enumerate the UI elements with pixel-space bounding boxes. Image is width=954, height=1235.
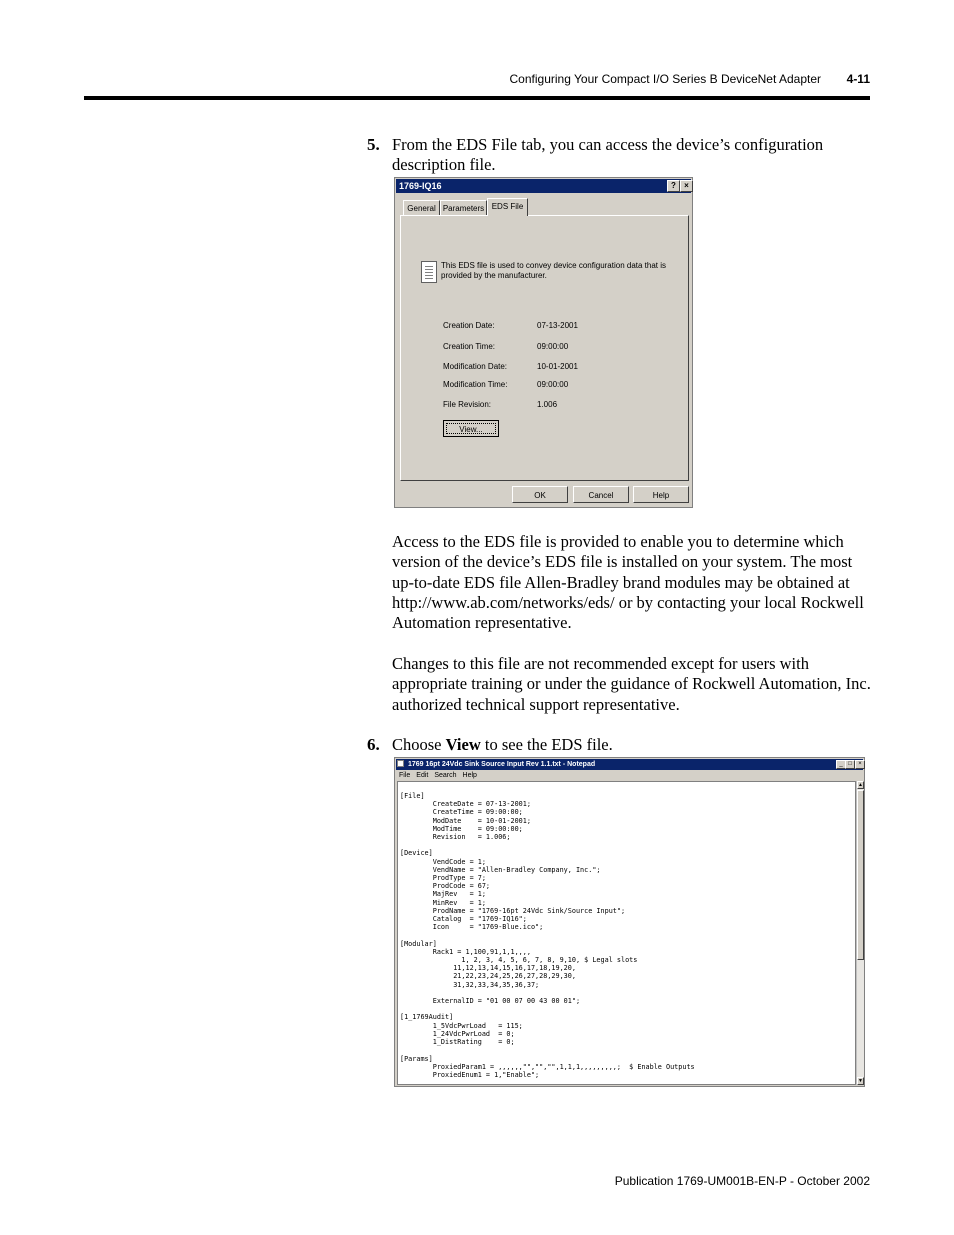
notepad-icon bbox=[397, 760, 404, 767]
cancel-button[interactable]: Cancel bbox=[573, 486, 629, 503]
scroll-up-icon[interactable]: ▲ bbox=[858, 782, 863, 788]
step-6-number: 6. bbox=[367, 735, 380, 754]
menu-help[interactable]: Help bbox=[462, 772, 477, 779]
page-number: 4-11 bbox=[846, 72, 870, 86]
creation-date-value: 07-13-2001 bbox=[537, 321, 578, 330]
help-title-button[interactable]: ? bbox=[667, 180, 680, 192]
notepad-window bbox=[394, 757, 865, 1087]
menu-search[interactable]: Search bbox=[434, 772, 457, 779]
minimize-icon[interactable]: _ bbox=[836, 760, 846, 769]
step-6-text bbox=[392, 735, 872, 755]
dialog-title: 1769-IQ16 bbox=[399, 181, 442, 191]
view-command: View bbox=[445, 735, 481, 754]
help-button[interactable]: Help bbox=[633, 486, 689, 503]
tab-parameters[interactable]: Parameters bbox=[440, 200, 487, 215]
step-6-prefix: Choose bbox=[392, 735, 446, 754]
modification-time-label: Modification Time: bbox=[443, 380, 508, 389]
eds-access-paragraph: Access to the EDS file is provided to enable you to determine which version of the device’s EDS file is installed on your system. The most up-to-date EDS file Allen-Bradley brand modules may be obtained at http://www.ab.com/networks/eds/ or by contacting your local Rockwell Automation representative. bbox=[392, 532, 864, 633]
file-revision-value: 1.006 bbox=[537, 400, 558, 409]
creation-time-label: Creation Time: bbox=[443, 342, 496, 351]
eds-description: This EDS file is used to convey device configuration data that is provided by the manufacturer. bbox=[441, 261, 667, 280]
changes-warning-paragraph: Changes to this file are not recommended except for users with appropriate training or under the guidance of Rockwell Automation, Inc. authorized technical support representative. bbox=[392, 654, 871, 714]
eds-properties-dialog bbox=[394, 177, 693, 508]
step-6-suffix: to see the EDS file. bbox=[480, 735, 613, 754]
publication-footer: Publication 1769-UM001B-EN-P - October 2002 bbox=[614, 1174, 870, 1188]
dialog-title-bar bbox=[396, 179, 691, 193]
scroll-down-icon[interactable]: ▼ bbox=[858, 1078, 863, 1084]
notepad-text-area[interactable] bbox=[397, 781, 856, 1085]
creation-date-label: Creation Date: bbox=[443, 321, 495, 330]
notepad-title-bar bbox=[396, 759, 863, 770]
running-header: Configuring Your Compact I/O Series B DeviceNet Adapter bbox=[509, 72, 821, 86]
close-icon[interactable]: × bbox=[680, 180, 693, 192]
vertical-scrollbar[interactable] bbox=[856, 781, 864, 1085]
close-icon[interactable]: × bbox=[855, 760, 865, 769]
menu-file[interactable]: File bbox=[399, 772, 411, 779]
notepad-title: 1769 16pt 24Vdc Sink Source Input Rev 1.1.txt - Notepad bbox=[408, 761, 596, 768]
notepad-menu-bar bbox=[399, 771, 483, 781]
eds-file-panel bbox=[400, 215, 689, 481]
scroll-thumb[interactable] bbox=[857, 790, 864, 960]
ok-button[interactable]: OK bbox=[512, 486, 568, 503]
file-revision-label: File Revision: bbox=[443, 400, 492, 409]
menu-edit[interactable]: Edit bbox=[416, 772, 429, 779]
modification-date-value: 10-01-2001 bbox=[537, 362, 578, 371]
view-button[interactable]: View... bbox=[443, 420, 499, 437]
step-5-number: 5. bbox=[367, 135, 380, 154]
tab-eds-file[interactable]: EDS File bbox=[487, 198, 528, 216]
creation-time-value: 09:00:00 bbox=[537, 342, 569, 351]
header-rule bbox=[84, 96, 870, 100]
modification-time-value: 09:00:00 bbox=[537, 380, 569, 389]
modification-date-label: Modification Date: bbox=[443, 362, 508, 371]
maximize-icon[interactable]: □ bbox=[845, 760, 855, 769]
tab-general[interactable]: General bbox=[403, 200, 440, 215]
eds-file-content: [File] CreateDate = 07-13-2001; CreateTime = 09:00:00; ModDate = 10-01-2001; ModTime = 09:00:00; Revision = 1.006; [Device] VendCode = 1; VendName = "Allen-Bradley Company, Inc."; ProdType = 7; ProdCode = 67; MajRev = 1; MinRev = 1; ProdName = "1769-16pt 24Vdc Sink/Source Input"; Catalog = "1769-IQ16"; Icon = "1769-Blue.ico"; [Modular] Rack1 = 1,100,91,1,1,,,, 1, 2, 3, 4, 5, 6, 7, 8, 9,10, $ Legal slots 11,12,13,14,15,16,17,18,19,20, 21,22,23,24,25,26,27,28,29,30, 31,32,33,34,35,36,37; ExternalID = "01 00 07 00 43 00 01"; [1_1769Audit] 1_5VdcPwrLoad = 115; 1_24VdcPwrLoad = 0; 1_DistRating = 0; [Params] ProxiedParam1 = ,,,,,,"","","",1,1,1,,,,,,,,,; $ Enable Outputs ProxiedEnum1 = 1,"Enable"; bbox=[400, 792, 695, 1079]
document-icon bbox=[421, 261, 437, 283]
step-5-text: From the EDS File tab, you can access the device’s configuration description file. bbox=[392, 135, 824, 175]
